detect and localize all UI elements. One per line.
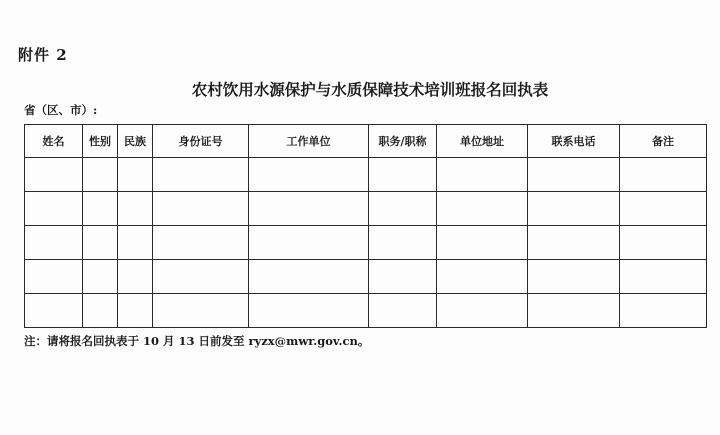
- header-ethnicity: 民族: [118, 125, 153, 158]
- table-cell: [25, 192, 83, 226]
- table-cell: [25, 260, 83, 294]
- table-cell: [528, 192, 620, 226]
- table-cell: [528, 260, 620, 294]
- table-cell: [118, 192, 153, 226]
- table-cell: [437, 294, 528, 328]
- header-gender: 性别: [83, 125, 118, 158]
- table-row: [25, 226, 707, 260]
- table-cell: [83, 260, 118, 294]
- table-cell: [249, 260, 369, 294]
- table-cell: [437, 226, 528, 260]
- table-cell: [437, 158, 528, 192]
- table-cell: [83, 192, 118, 226]
- table-cell: [620, 158, 707, 192]
- form-title: 农村饮用水源保护与水质保障技术培训班报名回执表: [191, 80, 549, 99]
- table-cell: [25, 158, 83, 192]
- table-cell: [528, 294, 620, 328]
- table-cell: [153, 192, 249, 226]
- header-id-number: 身份证号: [153, 125, 249, 158]
- table-cell: [153, 158, 249, 192]
- table-cell: [153, 260, 249, 294]
- header-remarks: 备注: [620, 125, 707, 158]
- table-cell: [369, 226, 437, 260]
- table-cell: [249, 192, 369, 226]
- table-cell: [118, 294, 153, 328]
- table-cell: [83, 226, 118, 260]
- table-cell: [620, 260, 707, 294]
- header-name: 姓名: [25, 125, 83, 158]
- table-cell: [369, 158, 437, 192]
- table-cell: [153, 226, 249, 260]
- table-cell: [249, 226, 369, 260]
- attachment-label: 附件 2: [18, 46, 68, 64]
- header-unit-address: 单位地址: [437, 125, 528, 158]
- table-cell: [83, 158, 118, 192]
- table-cell: [620, 192, 707, 226]
- table-cell: [437, 192, 528, 226]
- table-cell: [437, 260, 528, 294]
- table-cell: [620, 294, 707, 328]
- table-cell: [118, 226, 153, 260]
- table-cell: [369, 192, 437, 226]
- table-cell: [369, 260, 437, 294]
- table-cell: [528, 158, 620, 192]
- table-row: [25, 192, 707, 226]
- table-cell: [118, 158, 153, 192]
- region-label: 省（区、市）:: [24, 103, 98, 117]
- table-cell: [369, 294, 437, 328]
- table-cell: [528, 226, 620, 260]
- table-cell: [620, 226, 707, 260]
- header-phone: 联系电话: [528, 125, 620, 158]
- table-cell: [83, 294, 118, 328]
- table-row: [25, 294, 707, 328]
- registration-table: [24, 124, 707, 328]
- table-row: [25, 260, 707, 294]
- table-cell: [249, 294, 369, 328]
- header-work-unit: 工作单位: [249, 125, 369, 158]
- table-header-row: [25, 125, 707, 158]
- table-cell: [25, 226, 83, 260]
- table-row: [25, 158, 707, 192]
- footnote: 注：请将报名回执表于 10 月 13 日前发至 ryzx@mwr.gov.cn。: [24, 334, 370, 348]
- table-cell: [153, 294, 249, 328]
- table-cell: [25, 294, 83, 328]
- header-position-title: 职务/职称: [369, 125, 437, 158]
- table-cell: [118, 260, 153, 294]
- table-cell: [249, 158, 369, 192]
